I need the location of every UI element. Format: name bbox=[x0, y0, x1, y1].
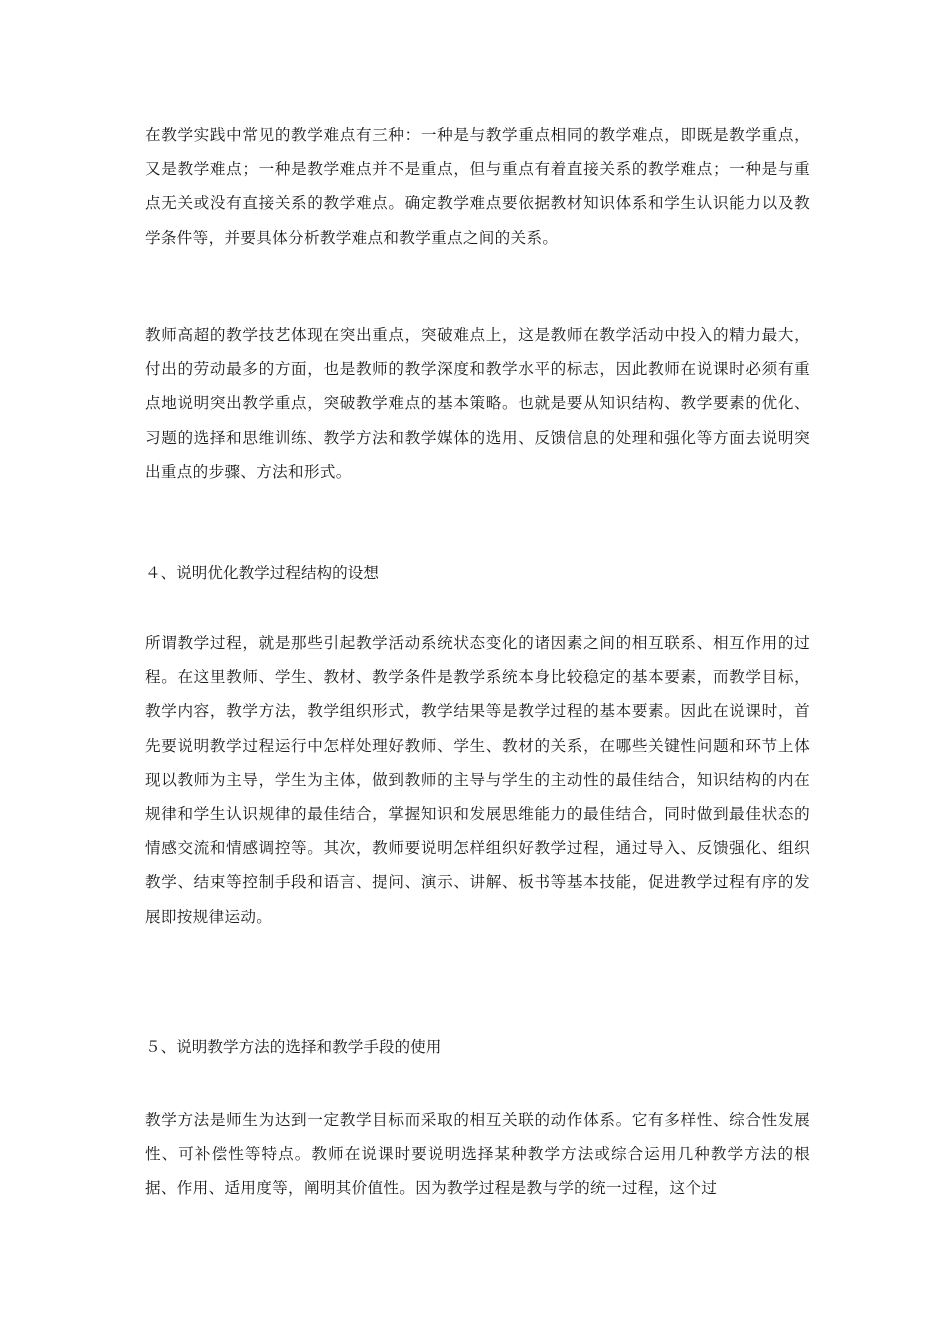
section-heading-4: ４、说明优化教学过程结构的设想 bbox=[145, 564, 379, 582]
paragraph-teaching-methods: 教学方法是师生为达到一定教学目标而采取的相互关联的动作体系。它有多样性、综合性发展性、可补偿性等特点。教师在说课时要说明选择某种教学方法或综合运用几种教学方法的根据、作用、适用度等，阐明其价值性。因为教学过程是教与学的统一过程，这个过 bbox=[145, 1111, 810, 1198]
section-heading-5: ５、说明教学方法的选择和教学手段的使用 bbox=[145, 1038, 442, 1056]
paragraph-teacher-skills: 教师高超的教学技艺体现在突出重点，突破难点上，这是教师在教学活动中投入的精力最大，付出的劳动最多的方面，也是教师的教学深度和教学水平的标志，因此教师在说课时必须有重点地说明突出教学重点，突破教学难点的基本策略。也就是要从知识结构、教学要素的优化、习题的选择和思维训练、教学方法和教学媒体的选用、反馈信息的处理和强化等方面去说明突出重点的步骤、方法和形式。 bbox=[145, 326, 810, 481]
paragraph-teaching-difficulties: 在教学实践中常见的教学难点有三种：一种是与教学重点相同的教学难点，即既是教学重点，又是教学难点；一种是教学难点并不是重点，但与重点有着直接关系的教学难点；一种是与重点无关或没有直接关系的教学难点。确定教学难点要依据教材知识体系和学生认识能力以及教学条件等，并要具体分析教学难点和教学重点之间的关系。 bbox=[145, 126, 810, 247]
paragraph-teaching-process: 所谓教学过程，就是那些引起教学活动系统状态变化的诸因素之间的相互联系、相互作用的过程。在这里教师、学生、教材、教学条件是教学系统本身比较稳定的基本要素，而教学目标，教学内容，教学方法，教学组织形式，教学结果等是教学过程的基本要素。因此在说课时，首先要说明教学过程运行中怎样处理好教师、学生、教材的关系，在哪些关键性问题和环节上体现以教师为主导，学生为主体，做到教师的主导与学生的主动性的最佳结合，知识结构的内在规律和学生认识规律的最佳结合，掌握知识和发展思维能力的最佳结合，同时做到最佳状态的情感交流和情感调控等。其次，教师要说明怎样组织好教学过程，通过导入、反馈强化、组织教学、结束等控制手段和语言、提问、演示、讲解、板书等基本技能，促进教学过程有序的发展即按规律运动。 bbox=[145, 634, 810, 926]
